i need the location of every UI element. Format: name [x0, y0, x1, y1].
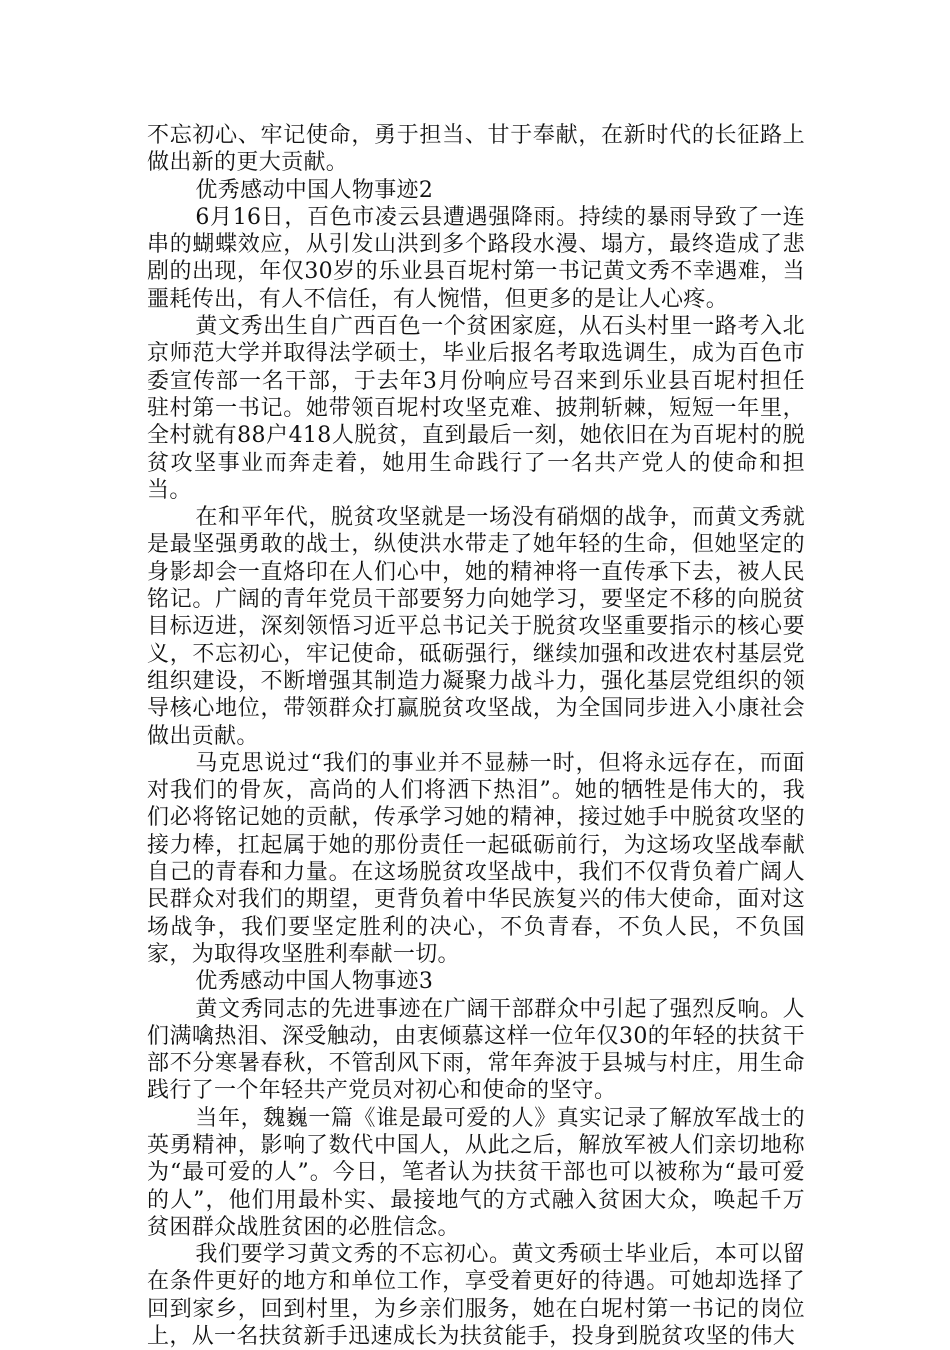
paragraph-marx-quote: 马克思说过“我们的事业并不显赫一时，但将永远存在，而面对我们的骨灰，高尚的人们将洒下热泪”。她的牺牲是伟大的，我们必将铭记她的贡献，传承学习她的精神，接过她手中脱贫攻坚的接力棒，扛起属于她的那份责任一起砥砺前行，为这场攻坚战奉献自己的青春和力量。在这场脱贫攻坚战中，我们不仅背负着广阔人民群众对我们的期望，更背负着中华民族复兴的伟大使命，面对这场战争，我们要坚定胜利的决心，不负青春，不负人民，不负国家，为取得攻坚胜利奉献一切。 — [147, 750, 805, 967]
paragraph-rainstorm: 6月16日，百色市凌云县遭遇强降雨。持续的暴雨导致了一连串的蝴蝶效应，从引发山洪到多个路段水漫、塌方，最终造成了悲剧的出现，年仅30岁的乐业县百坭村第一书记黄文秀不幸遇难，当噩耗传出，有人不信任，有人惋惜，但更多的是让人心疼。 — [147, 204, 805, 312]
document-page — [147, 122, 805, 1350]
paragraph-most-lovable: 当年，魏巍一篇《谁是最可爱的人》真实记录了解放军战士的英勇精神，影响了数代中国人，从此之后，解放军被人们亲切地称为“最可爱的人”。今日，笔者认为扶贫干部也可以被称为“最可爱的人”，他们用最朴实、最接地气的方式融入贫困大众，唤起千万贫困群众战胜贫困的必胜信念。 — [147, 1105, 805, 1240]
paragraph-continuation: 不忘初心、牢记使命，勇于担当、甘于奉献，在新时代的长征路上做出新的更大贡献。 — [147, 123, 805, 176]
section-heading-3: 优秀感动中国人物事迹3 — [195, 969, 434, 995]
paragraph-original-aspiration: 我们要学习黄文秀的不忘初心。黄文秀硕士毕业后，本可以留在条件更好的地方和单位工作，享受着更好的待遇。可她却选择了回到家乡，回到村里，为乡亲们服务，她在白坭村第一书记的岗位上，从一名扶贫新手迅速成长为扶贫能手，投身到脱贫攻坚的伟大 — [147, 1242, 805, 1350]
paragraph-biography: 黄文秀出生自广西百色一个贫困家庭，从石头村里一路考入北京师范大学并取得法学硕士，毕业后报名考取选调生，成为百色市委宣传部一名干部，于去年3月份响应号召来到乐业县百坭村担任驻村第一书记。她带领百坭村攻坚克难、披荆斩棘，短短一年里，全村就有88户418人脱贫，直到最后一刻，她依旧在为百坭村的脱贫攻坚事业而奔走着，她用生命践行了一名共产党人的使命和担当。 — [147, 314, 805, 503]
paragraph-response: 黄文秀同志的先进事迹在广阔干部群众中引起了强烈反响。人们满噙热泪、深受触动，由衷倾慕这样一位年仅30的年轻的扶贫干部不分寒暑春秋，不管刮风下雨，常年奔波于县城与村庄，用生命践行了一个年轻共产党员对初心和使命的坚守。 — [147, 996, 805, 1104]
paragraph-peace-era: 在和平年代，脱贫攻坚就是一场没有硝烟的战争，而黄文秀就是最坚强勇敢的战士，纵使洪水带走了她年轻的生命，但她坚定的身影却会一直烙印在人们心中，她的精神将一直传承下去，被人民铭记。广阔的青年党员干部要努力向她学习，要坚定不移的向脱贫目标迈进，深刻领悟习近平总书记关于脱贫攻坚重要指示的核心要义，不忘初心，牢记使命，砥砺强行，继续加强和改进农村基层党组织建设，不断增强其制造力凝聚力战斗力，强化基层党组织的领导核心地位，带领群众打赢脱贫攻坚战，为全国同步进入小康社会做出贡献。 — [147, 505, 805, 749]
section-heading-2: 优秀感动中国人物事迹2 — [195, 177, 434, 203]
